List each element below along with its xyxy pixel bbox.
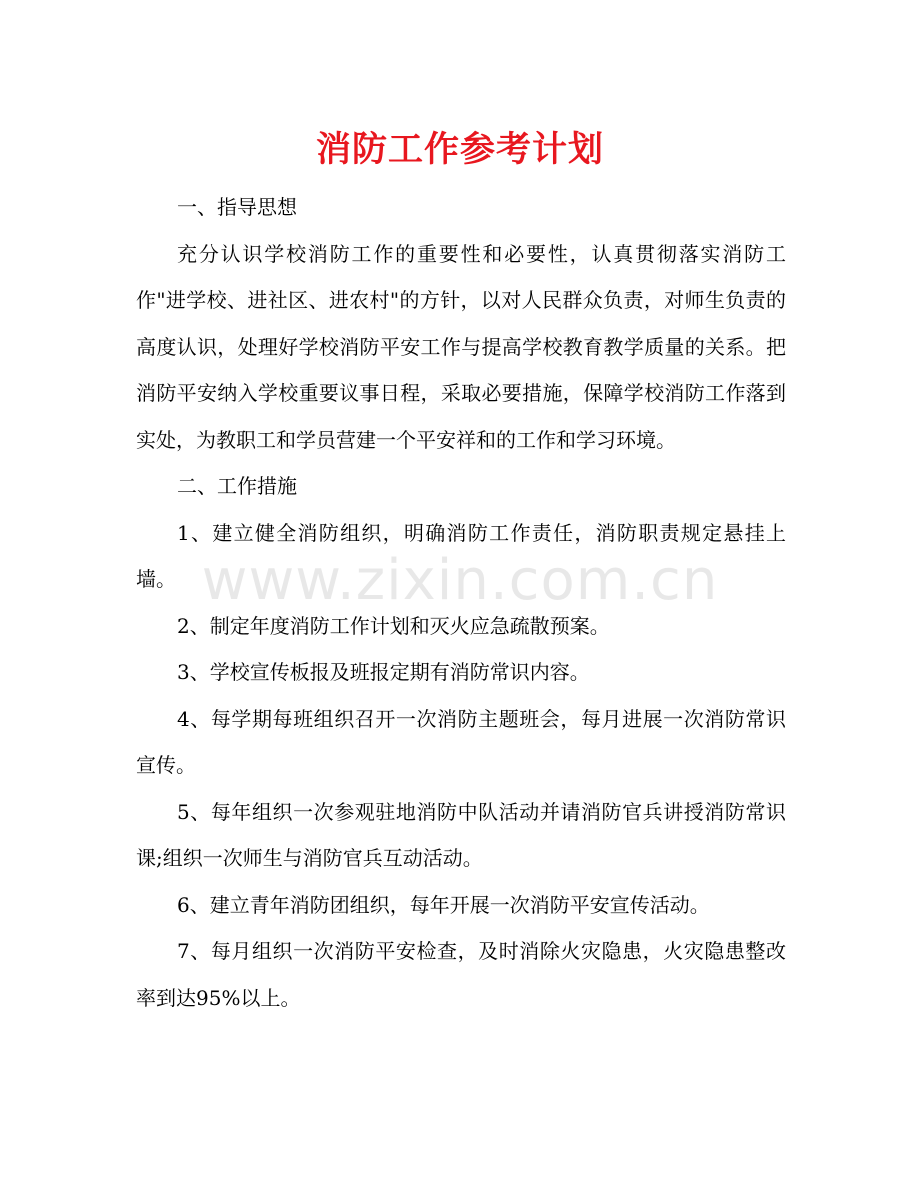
document-body — [136, 184, 786, 1021]
body-paragraph: 充分认识学校消防工作的重要性和必要性，认真贯彻落实消防工作"进学校、进社区、进农村"的方针，以对人民群众负责，对师生负责的高度认识，处理好学校消防平安工作与提高学校教育教学质量的关系。把消防平安纳入学校重要议事日程，采取必要措施，保障学校消防工作落到实处，为教职工和学员营建一个平安祥和的工作和学习环境。 — [136, 241, 786, 452]
document-title: 消防工作参考计划 — [315, 130, 604, 170]
list-item: 2、制定年度消防工作计划和灭火应急疏散预案。 — [177, 613, 610, 638]
list-item: 5、每年组织一次参观驻地消防中队活动并请消防官兵讲授消防常识课;组织一次师生与消防官兵互动活动。 — [136, 799, 786, 870]
list-item: 1、建立健全消防组织，明确消防工作责任，消防职责规定悬挂上墙。 — [136, 520, 786, 591]
list-item: 3、学校宣传板报及班报定期有消防常识内容。 — [177, 660, 590, 684]
watermark: www.zixin.com.cn — [201, 548, 719, 613]
section-heading-guiding-ideology: 一、指导思想 — [177, 195, 297, 219]
list-item: 7、每月组织一次消防平安检查，及时消除火灾隐患，火灾隐患整改率到达95%以上。 — [136, 939, 786, 1010]
list-item: 4、每学期每班组织召开一次消防主题班会，每月进展一次消防常识宣传。 — [136, 706, 786, 777]
list-item: 6、建立青年消防团组织，每年开展一次消防平安宣传活动。 — [177, 892, 710, 917]
section-heading-work-measures: 二、工作措施 — [177, 474, 297, 498]
